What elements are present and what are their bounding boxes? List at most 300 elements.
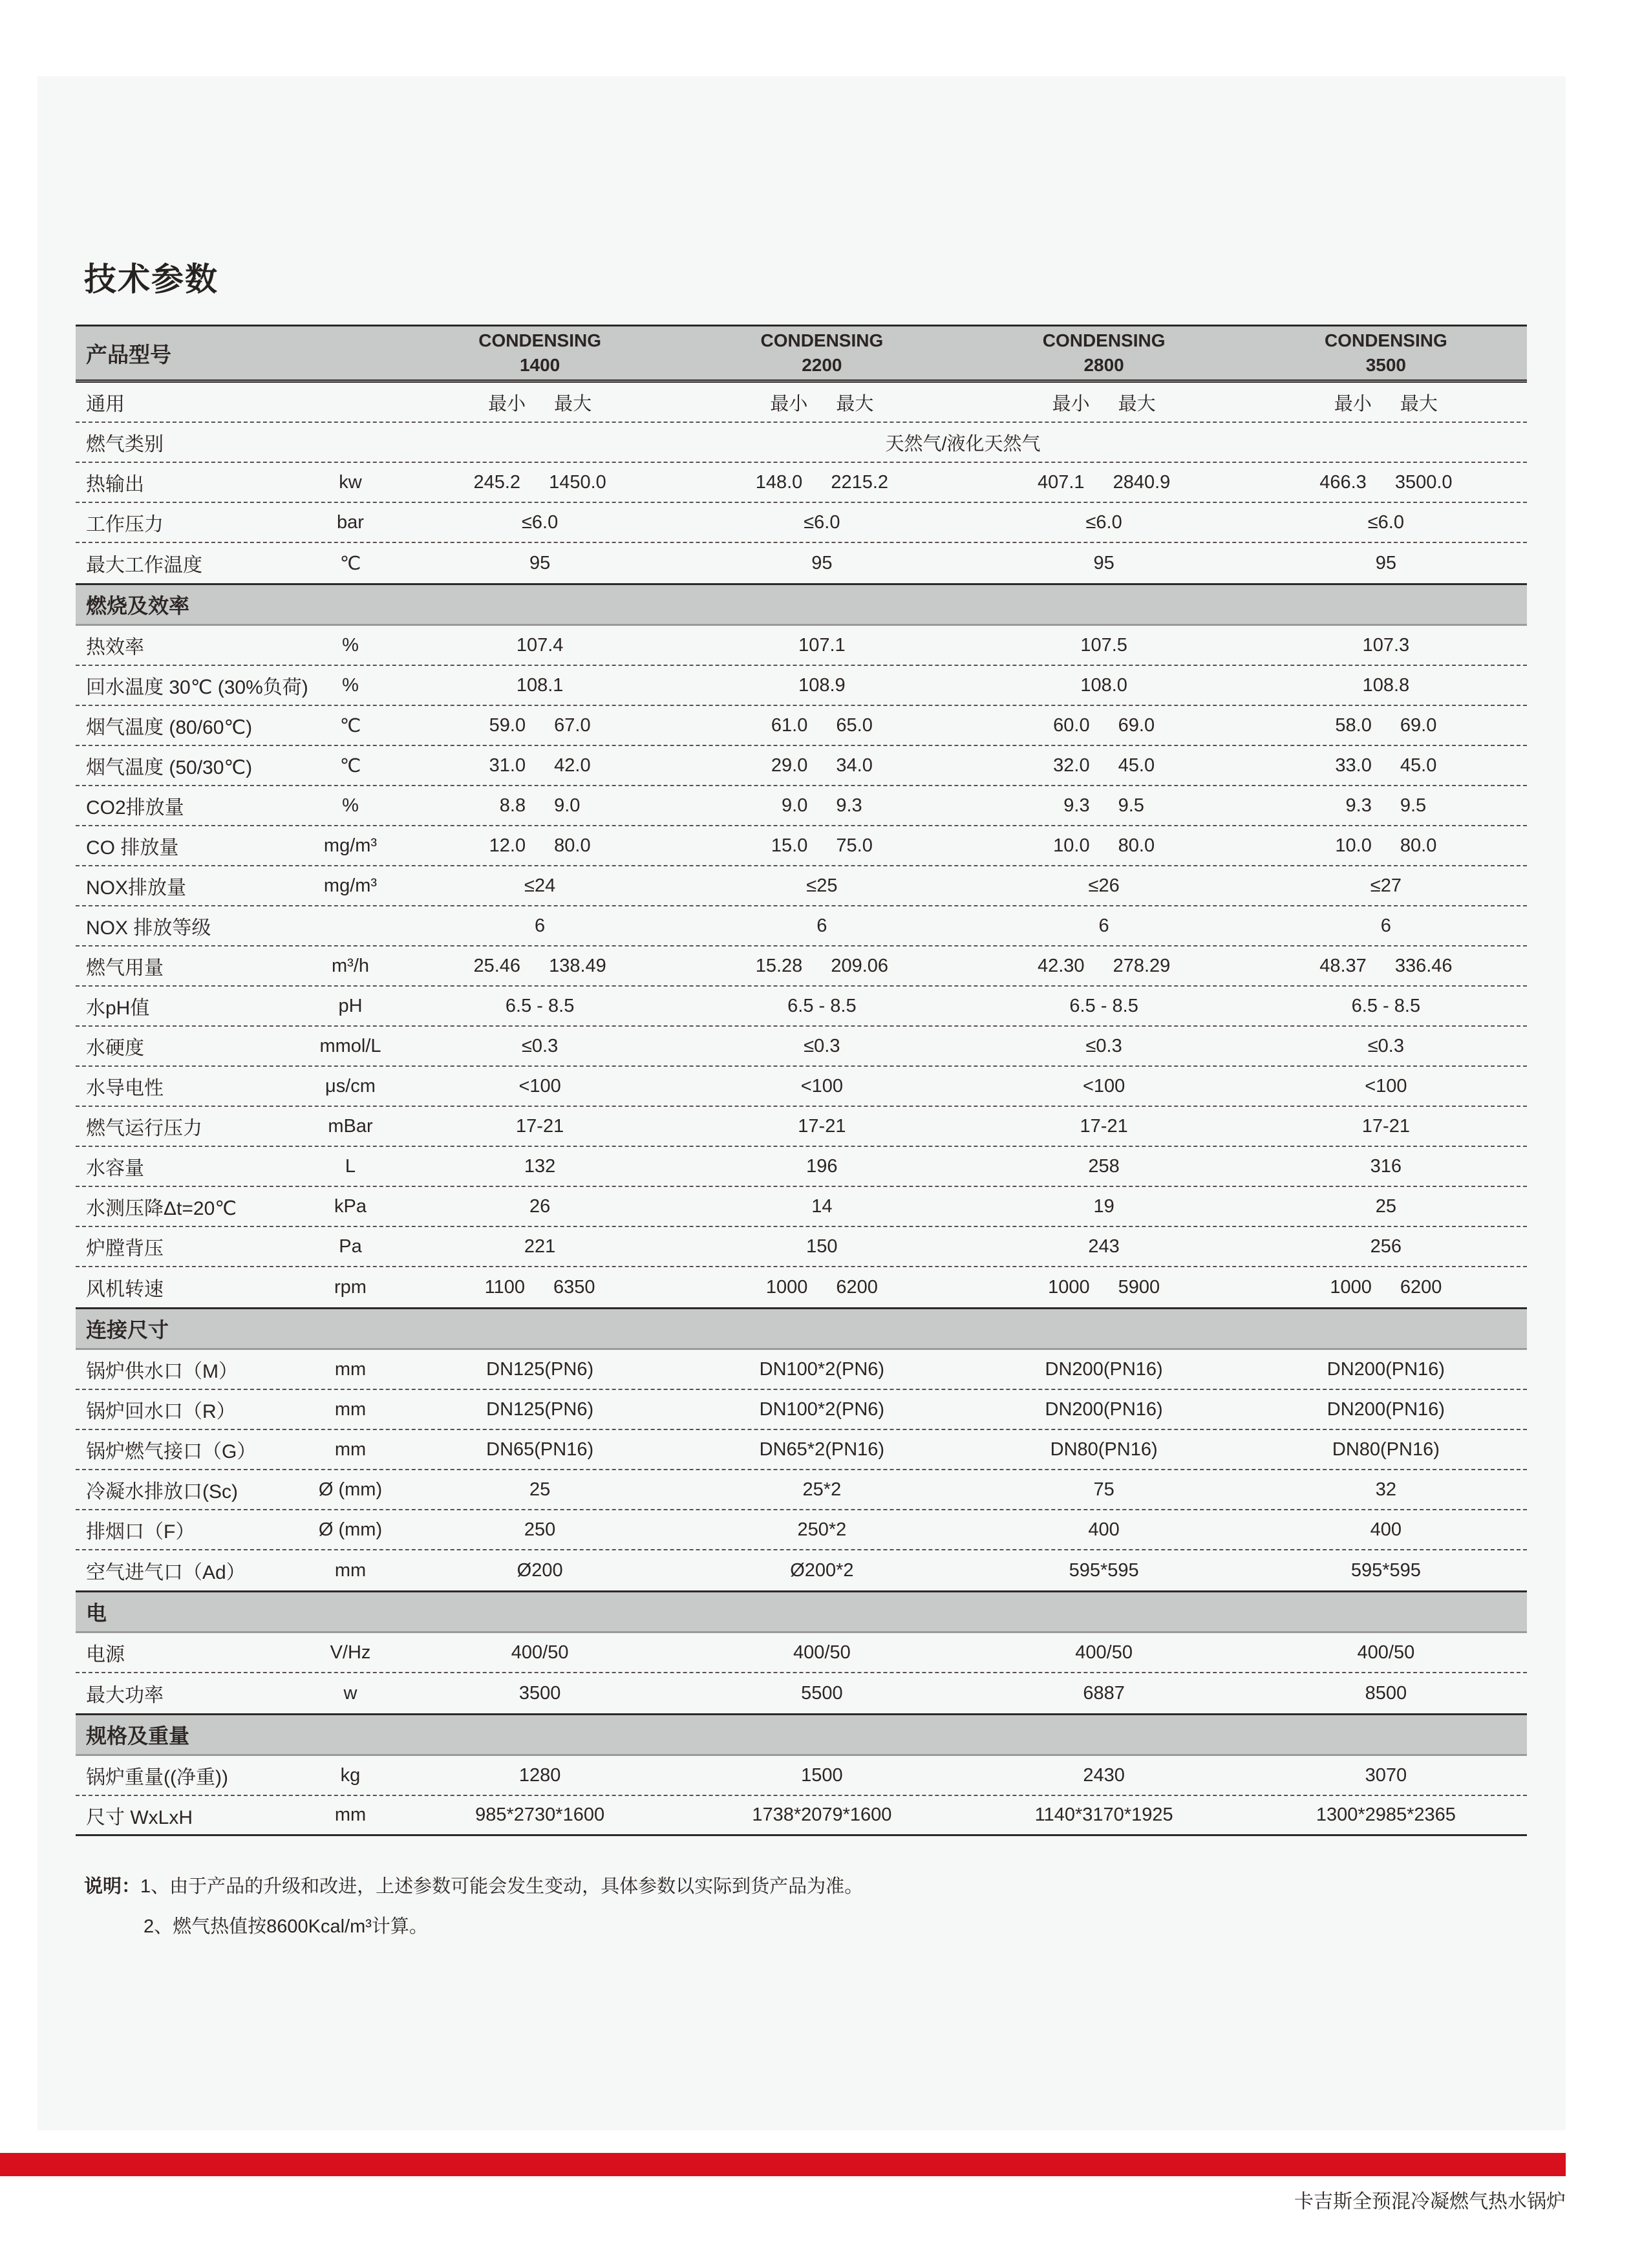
max-value: 336.46 bbox=[1394, 955, 1453, 976]
cell-value: 19 bbox=[1093, 1195, 1114, 1217]
row-unit: rpm bbox=[334, 1276, 367, 1298]
row-label: 燃气运行压力 bbox=[86, 1118, 202, 1139]
cell-value: <100 bbox=[800, 1075, 844, 1097]
table-row bbox=[76, 383, 1527, 423]
cell-minmax bbox=[1245, 956, 1527, 977]
min-value: 59.0 bbox=[489, 714, 526, 736]
cell-value: 6 bbox=[816, 915, 827, 936]
min-value: 148.0 bbox=[755, 471, 803, 493]
cell-minmax bbox=[1245, 472, 1527, 493]
max-value: 2215.2 bbox=[831, 471, 889, 493]
max-value: 9.5 bbox=[1400, 795, 1427, 816]
cell-value: DN100*2(PN6) bbox=[759, 1358, 885, 1380]
cell-value: 1738*2079*1600 bbox=[752, 1804, 892, 1825]
cell-minmax bbox=[1245, 1277, 1527, 1298]
cell-minmax bbox=[399, 472, 681, 493]
cell-minmax bbox=[399, 835, 681, 857]
model-brand: CONDENSING bbox=[478, 330, 602, 350]
cell-value: DN200(PN16) bbox=[1045, 1358, 1163, 1380]
row-label: 燃气用量 bbox=[86, 957, 164, 979]
row-unit: % bbox=[342, 634, 359, 656]
cell-value: ≤0.3 bbox=[804, 1035, 840, 1056]
cell-value: DN125(PN6) bbox=[486, 1398, 594, 1420]
cell-minmax bbox=[681, 472, 963, 493]
notes-block bbox=[84, 1865, 863, 1945]
row-label: 最大工作温度 bbox=[86, 555, 202, 576]
cell-value: 400 bbox=[1370, 1519, 1402, 1540]
table-row bbox=[76, 1470, 1527, 1510]
cell-value: 108.1 bbox=[516, 674, 564, 696]
cell-minmax bbox=[681, 835, 963, 857]
cell-minmax-header bbox=[1245, 389, 1527, 416]
footer-product-name: 卡吉斯全预混冷凝燃气热水锅炉 bbox=[1294, 2191, 1566, 2212]
cell-value: 6887 bbox=[1083, 1682, 1125, 1704]
max-value: 9.5 bbox=[1118, 795, 1144, 816]
cell-value: 595*595 bbox=[1350, 1559, 1421, 1581]
row-label: 回水温度 30℃ (30%负荷) bbox=[86, 677, 308, 698]
row-unit: mm bbox=[334, 1398, 367, 1420]
minmax-min-label: 最小 bbox=[1334, 393, 1372, 414]
min-value: 15.0 bbox=[771, 835, 808, 856]
table-row bbox=[76, 1027, 1527, 1067]
cell-value: 8500 bbox=[1365, 1682, 1407, 1704]
max-value: 80.0 bbox=[1400, 835, 1437, 856]
table-row bbox=[76, 826, 1527, 866]
cell-minmax bbox=[963, 715, 1245, 736]
cell-value: 6.5 - 8.5 bbox=[1351, 995, 1421, 1016]
max-value: 9.3 bbox=[836, 795, 862, 816]
row-label: 尺寸 WxLxH bbox=[86, 1806, 193, 1828]
cell-value: DN80(PN16) bbox=[1332, 1439, 1440, 1460]
cell-value: 1500 bbox=[801, 1764, 843, 1786]
cell-minmax bbox=[399, 715, 681, 736]
min-value: 31.0 bbox=[489, 754, 526, 776]
cell-value: 17-21 bbox=[798, 1115, 846, 1137]
minmax-max-label: 最大 bbox=[836, 393, 874, 414]
cell-value: 107.5 bbox=[1080, 634, 1127, 656]
cell-value: ≤6.0 bbox=[804, 511, 840, 533]
max-value: 34.0 bbox=[836, 754, 873, 776]
table-row bbox=[76, 1350, 1527, 1390]
cell-value: 108.9 bbox=[798, 674, 846, 696]
table-row bbox=[76, 947, 1527, 987]
min-value: 466.3 bbox=[1319, 471, 1367, 493]
cell-value: 150 bbox=[806, 1236, 838, 1257]
cell-value: 1140*3170*1925 bbox=[1034, 1804, 1173, 1825]
cell-value: 2430 bbox=[1083, 1764, 1125, 1786]
max-value: 1450.0 bbox=[549, 471, 606, 493]
cell-value: <100 bbox=[1365, 1075, 1407, 1097]
cell-value: 5500 bbox=[801, 1682, 843, 1704]
table-row bbox=[76, 1430, 1527, 1470]
cell-value: ≤24 bbox=[524, 875, 556, 896]
model-column-header bbox=[1245, 332, 1527, 374]
table-row bbox=[76, 1510, 1527, 1550]
minmax-max-label: 最大 bbox=[554, 393, 592, 414]
model-column-header bbox=[399, 332, 681, 374]
row-unit: μs/cm bbox=[325, 1075, 376, 1097]
cell-minmax bbox=[399, 956, 681, 977]
min-value: 1000 bbox=[1330, 1276, 1372, 1298]
table-row bbox=[76, 706, 1527, 746]
row-label: 锅炉重量((净重)) bbox=[86, 1767, 228, 1788]
row-unit: L bbox=[345, 1155, 356, 1177]
cell-value: 6 bbox=[535, 915, 546, 936]
row-unit: mg/m³ bbox=[323, 835, 378, 856]
cell-value: 6.5 - 8.5 bbox=[1069, 995, 1138, 1016]
row-label: 热效率 bbox=[86, 637, 144, 658]
max-value: 65.0 bbox=[836, 714, 873, 736]
cell-minmax-header bbox=[681, 389, 963, 416]
row-unit: mm bbox=[334, 1358, 367, 1380]
row-unit: mm bbox=[334, 1804, 367, 1825]
section-label: 连接尺寸 bbox=[86, 1318, 169, 1342]
row-label: 热输出 bbox=[86, 474, 144, 495]
cell-value: 400/50 bbox=[1357, 1642, 1415, 1663]
row-label: 通用 bbox=[86, 394, 125, 415]
note-line-2 bbox=[84, 1905, 863, 1945]
cell-value: DN125(PN6) bbox=[486, 1358, 594, 1380]
section-header-row bbox=[76, 1307, 1527, 1350]
row-label: 锅炉燃气接口（G） bbox=[86, 1441, 257, 1462]
cell-value: DN200(PN16) bbox=[1327, 1358, 1445, 1380]
row-unit: ℃ bbox=[339, 553, 361, 574]
cell-value: 316 bbox=[1370, 1155, 1402, 1177]
row-unit: mmol/L bbox=[319, 1035, 381, 1056]
cell-value: 1300*2985*2365 bbox=[1316, 1804, 1456, 1825]
cell-value: 17-21 bbox=[1361, 1115, 1410, 1137]
cell-value: DN80(PN16) bbox=[1050, 1439, 1158, 1460]
cell-value: Ø200*2 bbox=[790, 1559, 854, 1581]
cell-minmax bbox=[963, 755, 1245, 776]
cell-minmax bbox=[681, 1277, 963, 1298]
table-row bbox=[76, 1267, 1527, 1307]
cell-value: 985*2730*1600 bbox=[475, 1804, 605, 1825]
row-unit: mg/m³ bbox=[323, 875, 378, 896]
max-value: 67.0 bbox=[554, 714, 591, 736]
row-unit: kg bbox=[340, 1764, 361, 1786]
cell-value: 95 bbox=[1093, 552, 1114, 573]
cell-value: DN200(PN16) bbox=[1045, 1398, 1163, 1420]
max-value: 45.0 bbox=[1400, 754, 1437, 776]
minmax-min-label: 最小 bbox=[488, 393, 526, 414]
min-value: 29.0 bbox=[771, 754, 808, 776]
row-unit: w bbox=[343, 1682, 357, 1704]
cell-value: 196 bbox=[806, 1155, 838, 1177]
cell-value: ≤6.0 bbox=[522, 511, 559, 533]
minmax-min-label: 最小 bbox=[770, 393, 808, 414]
cell-minmax bbox=[1245, 835, 1527, 857]
max-value: 69.0 bbox=[1400, 714, 1437, 736]
max-value: 75.0 bbox=[836, 835, 873, 856]
cell-minmax bbox=[681, 795, 963, 817]
row-unit: % bbox=[342, 795, 359, 816]
model-column-header bbox=[681, 332, 963, 374]
row-label: 水测压降Δt=20℃ bbox=[86, 1198, 237, 1219]
min-value: 245.2 bbox=[473, 471, 521, 493]
max-value: 80.0 bbox=[554, 835, 591, 856]
cell-value: 107.4 bbox=[516, 634, 564, 656]
cell-value: DN100*2(PN6) bbox=[759, 1398, 885, 1420]
row-unit: mBar bbox=[328, 1115, 373, 1137]
cell-value: Ø200 bbox=[517, 1559, 563, 1581]
max-value: 45.0 bbox=[1118, 754, 1155, 776]
row-unit: bar bbox=[337, 511, 364, 533]
row-unit: Pa bbox=[339, 1236, 362, 1257]
footer-red-bar bbox=[0, 2153, 1566, 2176]
model-brand: CONDENSING bbox=[1042, 330, 1166, 350]
cell-value: ≤0.3 bbox=[1367, 1035, 1404, 1056]
min-value: 8.8 bbox=[499, 795, 526, 816]
cell-value: 14 bbox=[811, 1195, 833, 1217]
table-row bbox=[76, 1067, 1527, 1107]
row-label: 风机转速 bbox=[86, 1279, 164, 1300]
table-row bbox=[76, 1550, 1527, 1590]
cell-value: DN200(PN16) bbox=[1327, 1398, 1445, 1420]
min-value: 1000 bbox=[1048, 1276, 1090, 1298]
minmax-max-label: 最大 bbox=[1118, 393, 1156, 414]
max-value: 5900 bbox=[1118, 1276, 1160, 1298]
cell-value: ≤0.3 bbox=[522, 1035, 559, 1056]
cell-value: ≤27 bbox=[1370, 875, 1402, 896]
min-value: 58.0 bbox=[1335, 714, 1372, 736]
cell-value: 17-21 bbox=[516, 1115, 564, 1137]
max-value: 42.0 bbox=[554, 754, 591, 776]
model-brand: CONDENSING bbox=[760, 330, 884, 350]
row-label: 烟气温度 (50/30℃) bbox=[86, 757, 253, 778]
min-value: 1100 bbox=[484, 1276, 526, 1298]
note-text-2: 2、燃气热值按8600Kcal/m³计算。 bbox=[144, 1916, 428, 1937]
cell-minmax bbox=[681, 956, 963, 977]
section-label: 电 bbox=[86, 1601, 107, 1625]
max-value: 6200 bbox=[836, 1276, 878, 1298]
cell-value: 6.5 - 8.5 bbox=[505, 995, 575, 1016]
max-value: 278.29 bbox=[1113, 955, 1171, 976]
cell-minmax-header bbox=[399, 389, 681, 416]
min-value: 10.0 bbox=[1053, 835, 1090, 856]
table-row bbox=[76, 423, 1527, 463]
min-value: 42.30 bbox=[1037, 955, 1085, 976]
note-text-1: 1、由于产品的升级和改进，上述参数可能会发生变动，具体参数以实际到货产品为准。 bbox=[140, 1876, 864, 1897]
minmax-min-label: 最小 bbox=[1052, 393, 1090, 414]
min-value: 9.0 bbox=[782, 795, 808, 816]
cell-value: 6 bbox=[1098, 915, 1109, 936]
min-value: 60.0 bbox=[1053, 714, 1090, 736]
max-value: 6200 bbox=[1400, 1276, 1442, 1298]
cell-value: 250 bbox=[524, 1519, 556, 1540]
cell-minmax bbox=[963, 956, 1245, 977]
minmax-max-label: 最大 bbox=[1400, 393, 1438, 414]
row-unit: mm bbox=[334, 1439, 367, 1460]
model-number: 3500 bbox=[1365, 355, 1407, 375]
table-row bbox=[76, 1107, 1527, 1147]
row-label: NOX 排放等级 bbox=[86, 917, 211, 939]
row-label: 烟气温度 (80/60℃) bbox=[86, 717, 253, 738]
cell-minmax bbox=[1245, 755, 1527, 776]
min-value: 61.0 bbox=[771, 714, 808, 736]
min-value: 32.0 bbox=[1053, 754, 1090, 776]
cell-value: 95 bbox=[811, 552, 833, 573]
table-row bbox=[76, 666, 1527, 706]
cell-value: 95 bbox=[529, 552, 551, 573]
section-header-row bbox=[76, 583, 1527, 626]
cell-value: 25 bbox=[1375, 1195, 1396, 1217]
row-unit: kw bbox=[339, 471, 362, 493]
row-label: 锅炉回水口（R） bbox=[86, 1401, 236, 1422]
model-number: 2800 bbox=[1083, 355, 1124, 375]
cell-value: 108.8 bbox=[1362, 674, 1410, 696]
row-label: 最大功率 bbox=[86, 1685, 164, 1706]
cell-value: 250*2 bbox=[797, 1519, 847, 1540]
cell-value: 17-21 bbox=[1080, 1115, 1128, 1137]
cell-value: 221 bbox=[524, 1236, 556, 1257]
min-value: 12.0 bbox=[489, 835, 526, 856]
max-value: 6350 bbox=[553, 1276, 595, 1298]
table-row bbox=[76, 1390, 1527, 1430]
cell-value: ≤0.3 bbox=[1085, 1035, 1122, 1056]
max-value: 80.0 bbox=[1118, 835, 1155, 856]
table-row bbox=[76, 906, 1527, 947]
row-label: NOX排放量 bbox=[86, 877, 187, 899]
row-unit: ℃ bbox=[339, 755, 361, 776]
cell-value: DN65*2(PN16) bbox=[759, 1439, 885, 1460]
min-value: 10.0 bbox=[1335, 835, 1372, 856]
row-label: 锅炉供水口（M） bbox=[86, 1361, 238, 1382]
cell-minmax bbox=[963, 472, 1245, 493]
min-value: 9.3 bbox=[1345, 795, 1372, 816]
cell-minmax bbox=[399, 1277, 681, 1298]
cell-value: 26 bbox=[529, 1195, 551, 1217]
cell-value: ≤25 bbox=[806, 875, 838, 896]
row-label: 排烟口（F） bbox=[86, 1521, 195, 1543]
max-value: 3500.0 bbox=[1394, 471, 1453, 493]
cell-value: 258 bbox=[1088, 1155, 1120, 1177]
min-value: 33.0 bbox=[1335, 754, 1372, 776]
cell-value: 256 bbox=[1370, 1236, 1402, 1257]
table-body bbox=[76, 383, 1527, 1836]
cell-value: 6 bbox=[1380, 915, 1391, 936]
cell-value: 32 bbox=[1375, 1479, 1396, 1500]
table-row bbox=[76, 786, 1527, 826]
cell-value: 400/50 bbox=[793, 1642, 851, 1663]
table-row bbox=[76, 987, 1527, 1027]
table-row bbox=[76, 1673, 1527, 1713]
row-unit: ℃ bbox=[339, 715, 361, 736]
note-line-1 bbox=[84, 1865, 863, 1905]
cell-value: 400 bbox=[1088, 1519, 1120, 1540]
row-unit: pH bbox=[338, 995, 363, 1016]
row-label: 水硬度 bbox=[86, 1038, 144, 1059]
cell-minmax bbox=[1245, 715, 1527, 736]
cell-value: ≤6.0 bbox=[1367, 511, 1404, 533]
row-unit: mm bbox=[334, 1559, 367, 1581]
table-row bbox=[76, 503, 1527, 543]
max-value: 69.0 bbox=[1118, 714, 1155, 736]
min-value: 9.3 bbox=[1063, 795, 1090, 816]
cell-value: 75 bbox=[1093, 1479, 1114, 1500]
table-header-row bbox=[76, 325, 1527, 383]
min-value: 407.1 bbox=[1037, 471, 1085, 493]
cell-value: 3500 bbox=[518, 1682, 561, 1704]
min-value: 25.46 bbox=[473, 955, 521, 976]
row-label: CO 排放量 bbox=[86, 837, 179, 859]
cell-value: 1280 bbox=[518, 1764, 561, 1786]
row-label: 炉膛背压 bbox=[86, 1238, 164, 1259]
model-column-header bbox=[963, 332, 1245, 374]
cell-value: <100 bbox=[1082, 1075, 1125, 1097]
table-row bbox=[76, 626, 1527, 666]
cell-value: 400/50 bbox=[511, 1642, 569, 1663]
table-row bbox=[76, 1187, 1527, 1227]
cell-value: 95 bbox=[1375, 552, 1396, 573]
max-value: 9.0 bbox=[554, 795, 581, 816]
cell-minmax bbox=[963, 1277, 1245, 1298]
row-unit: kPa bbox=[334, 1195, 367, 1217]
cell-value: 3070 bbox=[1365, 1764, 1407, 1786]
section-header-row bbox=[76, 1713, 1527, 1756]
row-span-value: 天然气/液化天然气 bbox=[885, 433, 1041, 455]
cell-value: 6.5 - 8.5 bbox=[787, 995, 857, 1016]
table-row bbox=[76, 1796, 1527, 1836]
row-label: 工作压力 bbox=[86, 514, 164, 535]
max-value: 209.06 bbox=[831, 955, 889, 976]
technical-parameters-table bbox=[76, 325, 1527, 1836]
row-label: 空气进气口（Ad） bbox=[86, 1562, 246, 1583]
cell-minmax bbox=[399, 755, 681, 776]
cell-minmax bbox=[681, 715, 963, 736]
table-row bbox=[76, 1227, 1527, 1267]
model-number: 1400 bbox=[519, 355, 560, 375]
table-row bbox=[76, 543, 1527, 583]
cell-value: 132 bbox=[524, 1155, 556, 1177]
row-label: CO2排放量 bbox=[86, 797, 184, 818]
cell-minmax bbox=[963, 795, 1245, 817]
table-row bbox=[76, 1633, 1527, 1673]
row-label: 水导电性 bbox=[86, 1078, 164, 1099]
table-row bbox=[76, 1147, 1527, 1187]
row-label: 燃气类别 bbox=[86, 434, 164, 455]
min-value: 15.28 bbox=[755, 955, 803, 976]
section-label: 燃烧及效率 bbox=[86, 594, 190, 617]
max-value: 138.49 bbox=[549, 955, 606, 976]
section-header-row bbox=[76, 1590, 1527, 1633]
row-unit: V/Hz bbox=[330, 1642, 371, 1663]
table-row bbox=[76, 866, 1527, 906]
cell-value: DN65(PN16) bbox=[486, 1439, 594, 1460]
row-label: 水pH值 bbox=[86, 998, 150, 1019]
cell-minmax bbox=[399, 795, 681, 817]
product-model-header: 产品型号 bbox=[86, 342, 171, 367]
cell-value: 400/50 bbox=[1075, 1642, 1133, 1663]
cell-value: 243 bbox=[1088, 1236, 1120, 1257]
model-number: 2200 bbox=[802, 355, 842, 375]
row-unit: m³/h bbox=[332, 955, 369, 976]
cell-value: <100 bbox=[518, 1075, 561, 1097]
row-unit: Ø (mm) bbox=[318, 1479, 383, 1500]
cell-minmax-header bbox=[963, 389, 1245, 416]
cell-value: 595*595 bbox=[1069, 1559, 1139, 1581]
row-label: 水容量 bbox=[86, 1158, 144, 1179]
row-label: 冷凝水排放口(Sc) bbox=[86, 1481, 238, 1503]
notes-label: 说明： bbox=[84, 1876, 141, 1897]
page-title: 技术参数 bbox=[84, 261, 219, 297]
cell-value: ≤26 bbox=[1088, 875, 1120, 896]
cell-minmax bbox=[963, 835, 1245, 857]
cell-value: 25*2 bbox=[802, 1479, 842, 1500]
cell-value: 25 bbox=[529, 1479, 551, 1500]
min-value: 1000 bbox=[765, 1276, 808, 1298]
model-brand: CONDENSING bbox=[1324, 330, 1447, 350]
